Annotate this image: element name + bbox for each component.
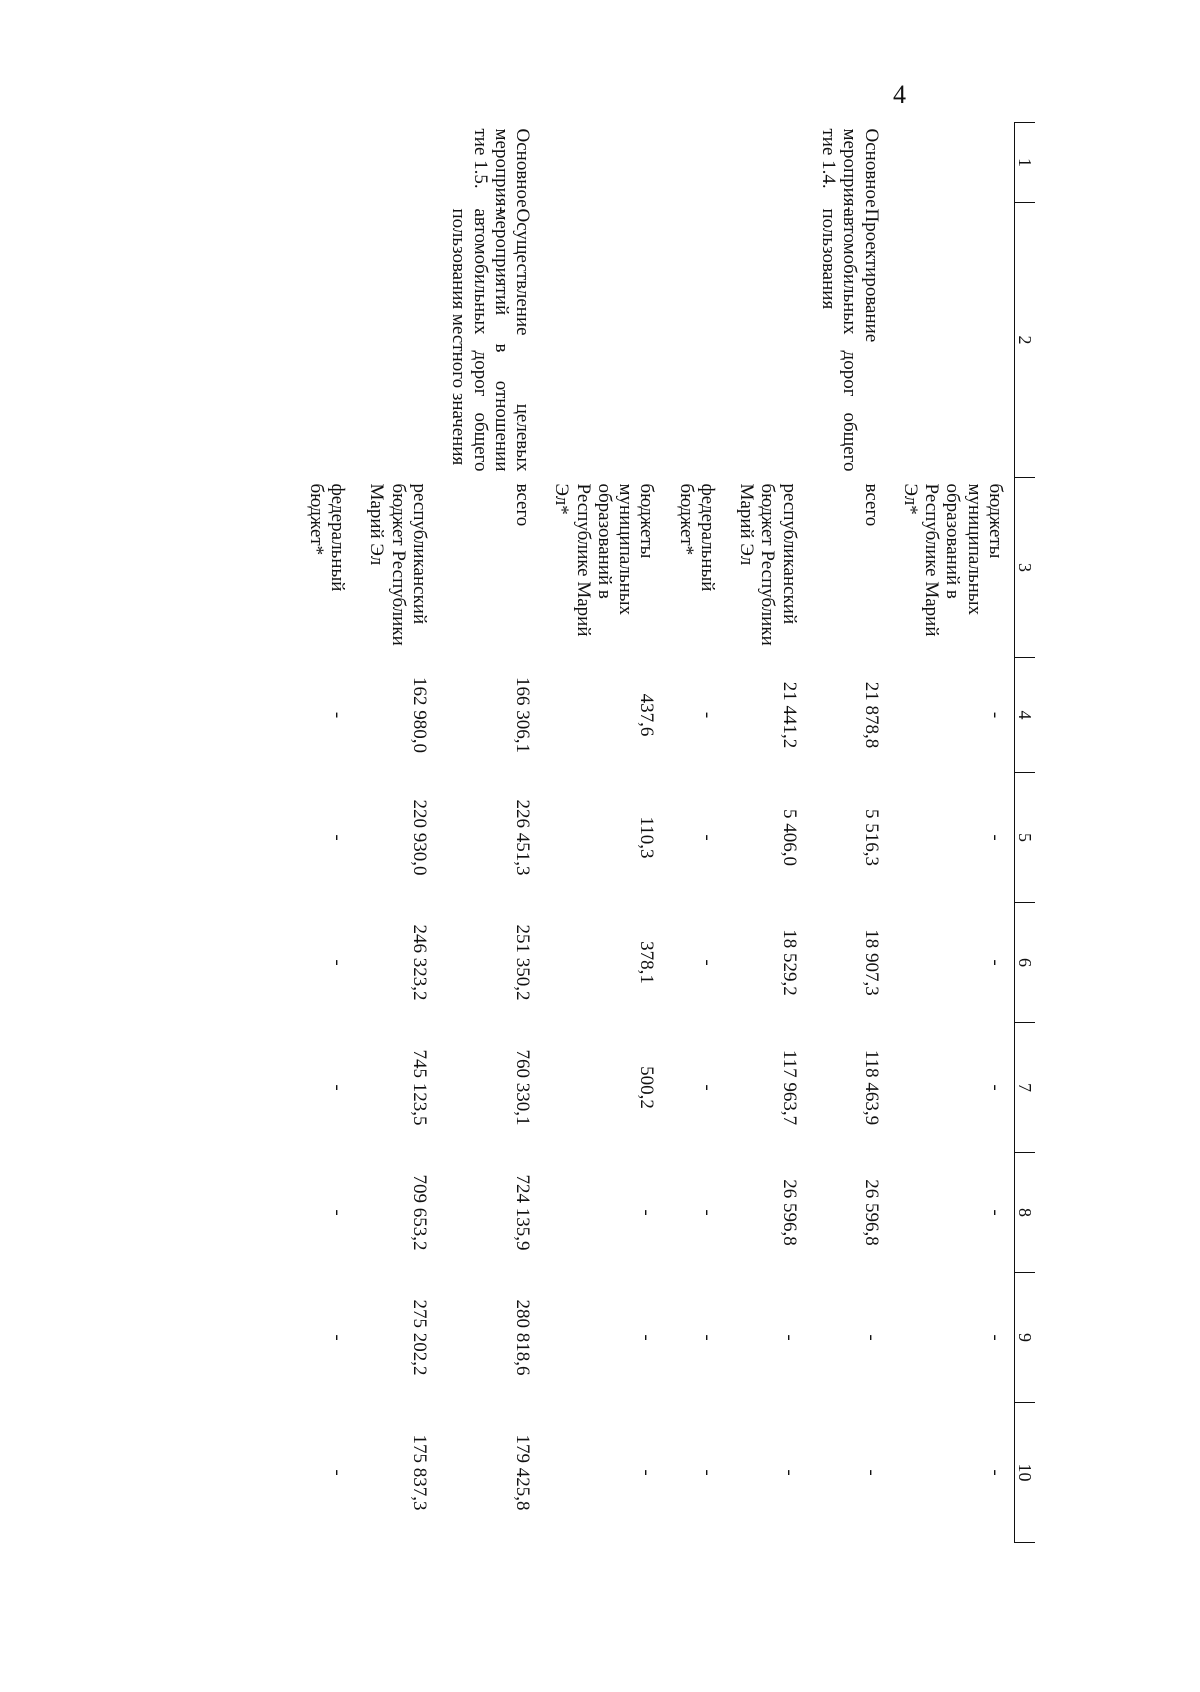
table-cell: - (327, 1469, 349, 1476)
table-cell: - (327, 959, 349, 966)
table-cell: 5 406,0 (778, 809, 800, 866)
table-cell (726, 203, 808, 478)
table-cell: - (778, 1469, 800, 1476)
column-header: 6 (1014, 903, 1035, 1023)
table-cell (541, 123, 665, 203)
table-cell: - (327, 1334, 349, 1341)
table-cell: 117 963,7 (778, 1049, 800, 1126)
table-cell: республиканский бюджет Республики Марий Эл (366, 483, 430, 646)
table-cell: - (984, 1209, 1006, 1216)
table-cell: 21 441,2 (778, 681, 800, 749)
column-header: 8 (1014, 1153, 1035, 1273)
table-cell: 280 818,6 (512, 1299, 534, 1376)
column-header: 4 (1014, 658, 1035, 773)
table-cell: - (696, 1084, 718, 1091)
table-row (890, 123, 1015, 1543)
table-cell: 226 451,3 (512, 799, 534, 876)
table-row (541, 123, 665, 1543)
column-header: 7 (1014, 1023, 1035, 1153)
table-cell: бюджеты муниципальных образований в Республике Марий Эл* (551, 483, 658, 637)
table-row (296, 123, 357, 1543)
table-cell: - (327, 711, 349, 719)
table-cell: - (984, 1334, 1006, 1341)
table-row (665, 123, 726, 1543)
table-cell (356, 123, 438, 203)
table-cell: - (860, 1334, 882, 1341)
table-cell: - (696, 1209, 718, 1216)
table-cell: 175 837,3 (409, 1434, 430, 1511)
table-cell: Осуществление целевых мероприятий в отношении автомобильных дорог общего пользования местного значения (448, 208, 534, 472)
table-cell: 21 878,8 (860, 681, 882, 749)
table-cell: - (636, 1209, 658, 1216)
rotated-page-content (215, 122, 1035, 1542)
table-cell: - (984, 1084, 1006, 1091)
table-cell: - (696, 1334, 718, 1341)
table-cell (296, 203, 357, 478)
table-cell (356, 203, 438, 478)
table-cell: - (696, 834, 718, 841)
table-cell: - (984, 959, 1006, 966)
table-cell: 251 350,2 (512, 924, 534, 1001)
table-cell: федеральный бюджет* (675, 483, 718, 592)
table-cell: 5 516,3 (860, 809, 882, 866)
column-header: 3 (1014, 478, 1035, 658)
table-cell (726, 123, 808, 203)
table-cell: 162 980,0 (409, 677, 430, 753)
budget-table (296, 122, 1035, 1543)
table-cell: республиканский бюджет Республики Марий Эл (736, 483, 800, 646)
table-cell: всего (512, 483, 534, 527)
table-cell: 437,6 (636, 693, 658, 737)
table-cell (665, 123, 726, 203)
column-header: 5 (1014, 773, 1035, 903)
table-cell: 166 306,1 (512, 677, 534, 753)
table-cell: Проектирование автомобильных дорог общего пользования (817, 208, 882, 472)
table-cell: 118 463,9 (860, 1049, 882, 1126)
table-cell: 18 529,2 (778, 929, 800, 996)
table-cell: 745 123,5 (409, 1049, 430, 1126)
table-cell: 275 202,2 (409, 1299, 430, 1376)
column-header: 9 (1014, 1273, 1035, 1403)
table-cell (296, 123, 357, 203)
table-cell: - (984, 711, 1006, 719)
table-cell: - (778, 1334, 800, 1341)
table-cell: Основное мероприя-тие 1.4. (817, 128, 882, 213)
table-cell (541, 203, 665, 478)
table-cell: 709 653,2 (409, 1174, 430, 1251)
table-cell: - (696, 711, 718, 719)
table-cell: 378,1 (636, 941, 658, 984)
table-row (438, 123, 541, 1543)
table-cell: 760 330,1 (512, 1049, 534, 1126)
table-cell: - (636, 1334, 658, 1341)
table-cell: 110,3 (636, 816, 658, 859)
table-cell: - (860, 1469, 882, 1476)
column-header: 1 (1014, 123, 1035, 203)
table-cell: - (984, 1469, 1006, 1476)
table-row (726, 123, 808, 1543)
table-cell: - (327, 1209, 349, 1216)
table-cell: 26 596,8 (778, 1179, 800, 1246)
table-cell: всего (860, 483, 882, 527)
table-cell: - (696, 959, 718, 966)
table-cell: - (327, 1084, 349, 1091)
page-number: 4 (893, 80, 906, 109)
table-cell (665, 203, 726, 478)
table-header (1014, 123, 1035, 1543)
table-cell: 724 135,9 (512, 1174, 534, 1251)
table-cell: 179 425,8 (512, 1434, 534, 1511)
table-row (808, 123, 890, 1543)
table-cell: - (696, 1469, 718, 1476)
table-cell: - (984, 834, 1006, 841)
table-cell: 500,2 (636, 1066, 658, 1109)
table-cell: Основное мероприя-тие 1.5. (469, 128, 534, 213)
table-cell (890, 123, 1015, 203)
table-cell: федеральный бюджет* (305, 483, 349, 592)
table-cell: - (636, 1469, 658, 1476)
table-cell: - (327, 834, 349, 841)
table-cell: 220 930,0 (409, 799, 430, 876)
table-cell: 246 323,2 (409, 924, 430, 1001)
table-row (356, 123, 438, 1543)
table-cell: 18 907,3 (860, 929, 882, 996)
column-header: 10 (1014, 1403, 1035, 1543)
column-header: 2 (1014, 203, 1035, 478)
table-cell (890, 203, 1015, 478)
table-cell: бюджеты муниципальных образований в Республике Марий Эл* (899, 483, 1006, 637)
table-cell: 26 596,8 (860, 1179, 882, 1246)
